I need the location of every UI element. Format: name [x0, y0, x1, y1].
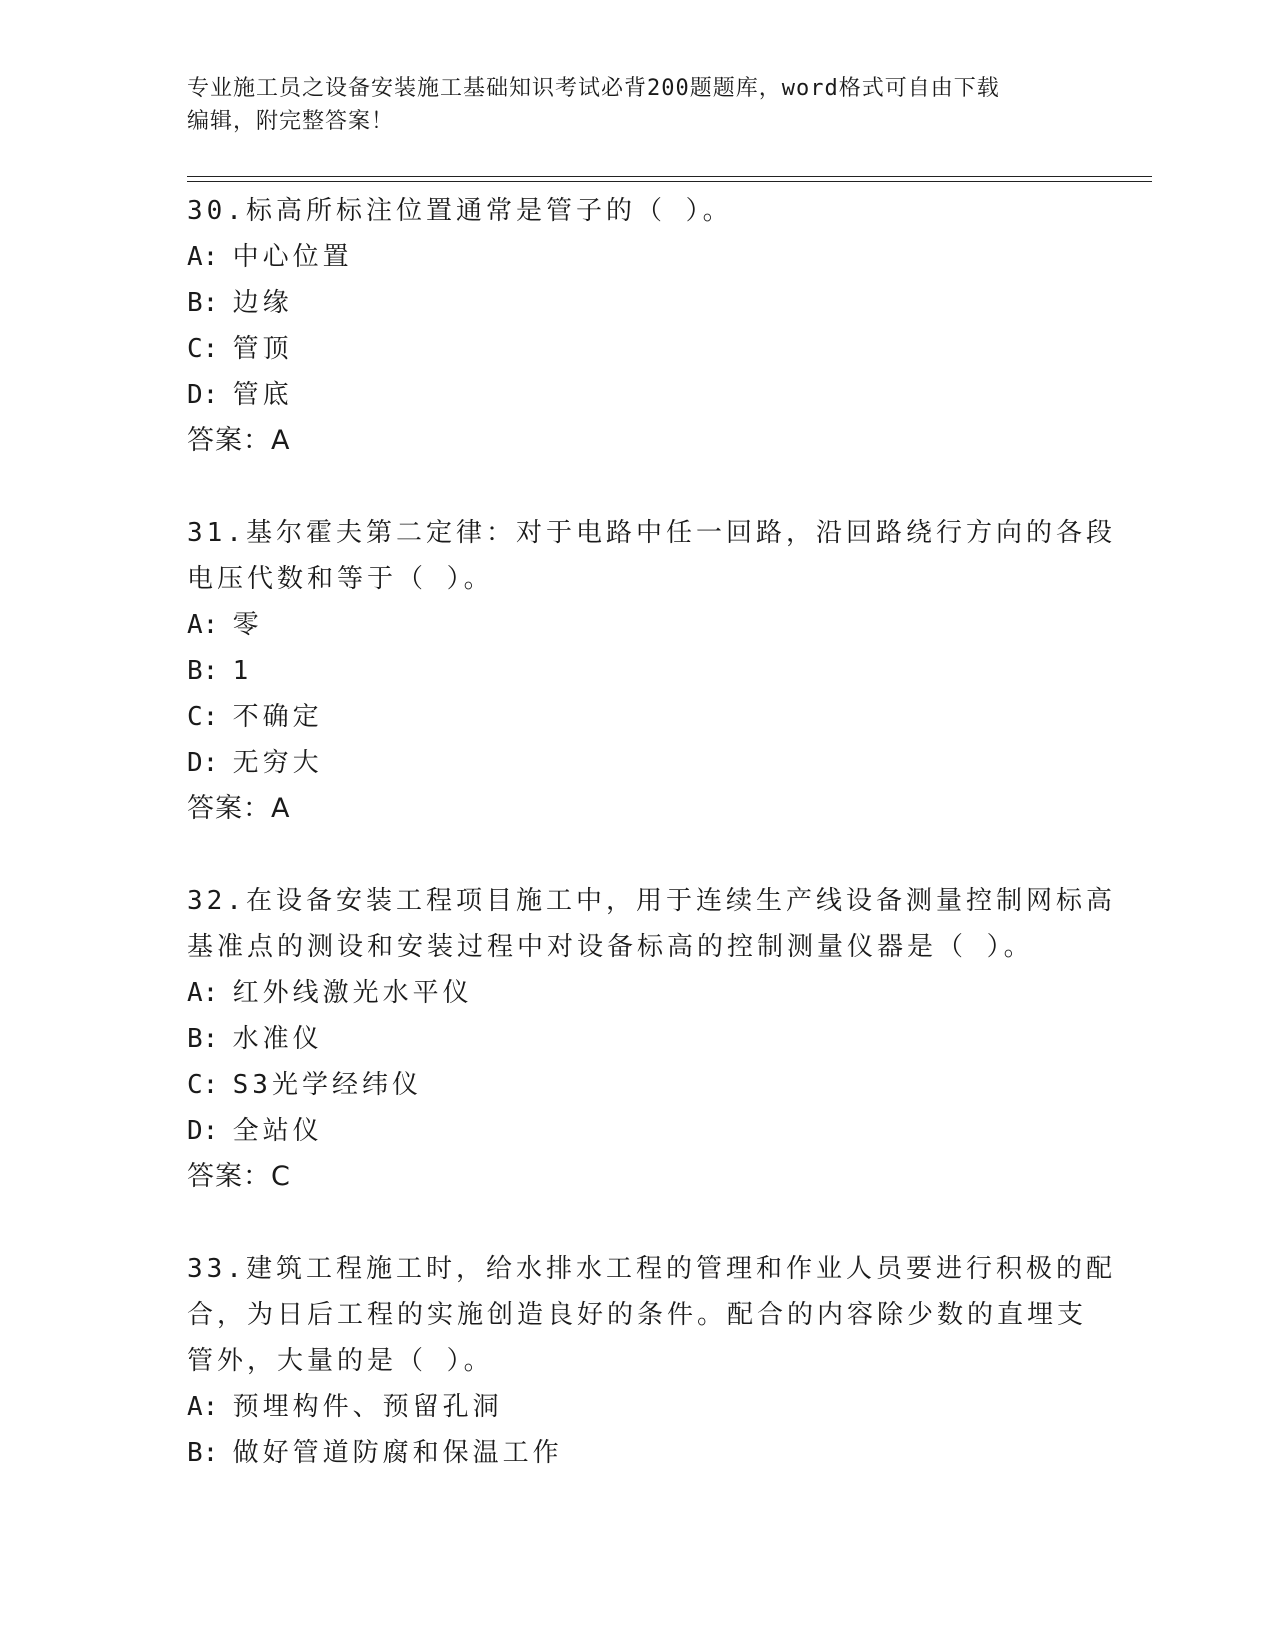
document-header — [187, 72, 1067, 138]
question-stem-line: 31.基尔霍夫第二定律：对于电路中任一回路，沿回路绕行方向的各段 — [187, 518, 1116, 548]
answer-option — [187, 970, 1087, 1016]
answer-option — [187, 1062, 1087, 1108]
question-stem-line: 32.在设备安装工程项目施工中，用于连续生产线设备测量控制网标高 — [187, 886, 1116, 916]
option-separator: : — [202, 1438, 219, 1468]
question-stem-line: 基准点的测设和安装过程中对设备标高的控制测量仪器是（ ）。 — [187, 932, 1034, 962]
option-separator: : — [202, 978, 219, 1008]
question-stem-line: 33.建筑工程施工时，给水排水工程的管理和作业人员要进行积极的配 — [187, 1254, 1116, 1284]
answer-option — [187, 280, 1087, 326]
header-divider-bottom — [187, 181, 1152, 182]
option-separator: : — [202, 656, 219, 686]
option-letter: C — [187, 702, 203, 732]
answer-option — [187, 1108, 1087, 1154]
answer-option — [187, 372, 1087, 418]
option-separator: : — [202, 610, 219, 640]
option-text: 全站仪 — [232, 1116, 323, 1146]
answer-option — [187, 1016, 1087, 1062]
answer-key: 答案：A — [187, 425, 291, 456]
answer-option — [187, 694, 1087, 740]
option-letter: D — [187, 748, 203, 778]
option-text: 无穷大 — [232, 748, 323, 778]
answer-option — [187, 648, 1087, 694]
question-block — [187, 878, 1116, 1200]
question-block — [187, 188, 1087, 464]
question-stem-line: 电压代数和等于（ ）。 — [187, 564, 494, 594]
option-text: 做好管道防腐和保温工作 — [232, 1438, 563, 1468]
option-letter: B — [187, 1024, 203, 1054]
option-text: 管顶 — [232, 334, 293, 364]
option-letter: C — [187, 1070, 203, 1100]
option-letter: B — [187, 656, 203, 686]
question-stem-line: 30.标高所标注位置通常是管子的（ ）。 — [187, 196, 733, 226]
question-stem-line: 管外，大量的是（ ）。 — [187, 1346, 494, 1376]
question-block — [187, 510, 1116, 832]
option-separator: : — [202, 242, 219, 272]
option-letter: C — [187, 334, 203, 364]
option-letter: D — [187, 380, 203, 410]
answer-option — [187, 740, 1087, 786]
header-divider-top — [187, 176, 1152, 177]
question-list — [187, 188, 1116, 1522]
option-separator: : — [202, 334, 219, 364]
question-stem — [187, 1246, 1116, 1384]
option-text: 水准仪 — [232, 1024, 323, 1054]
option-text: 预埋构件、预留孔洞 — [232, 1392, 503, 1422]
option-letter: A — [187, 978, 203, 1008]
question-stem — [187, 188, 1087, 234]
answer-option — [187, 326, 1087, 372]
option-letter: B — [187, 1438, 203, 1468]
option-text: 1 — [232, 656, 253, 686]
option-separator: : — [202, 1116, 219, 1146]
option-letter: A — [187, 610, 203, 640]
answer-option — [187, 234, 1087, 280]
answer-key: 答案：C — [187, 1161, 291, 1192]
option-letter: A — [187, 1392, 203, 1422]
question-stem-line: 合，为日后工程的实施创造良好的条件。配合的内容除少数的直埋支 — [187, 1300, 1088, 1330]
option-text: 边缘 — [232, 288, 293, 318]
option-separator: : — [202, 288, 219, 318]
question-stem — [187, 878, 1116, 970]
option-separator: : — [202, 1070, 219, 1100]
option-text: 红外线激光水平仪 — [232, 978, 473, 1008]
option-separator: : — [202, 380, 219, 410]
answer-option — [187, 1430, 1087, 1476]
option-text: 零 — [232, 610, 263, 640]
option-text: 管底 — [232, 380, 293, 410]
answer-key: 答案：A — [187, 793, 291, 824]
question-stem — [187, 510, 1116, 602]
option-text: S3光学经纬仪 — [232, 1070, 422, 1100]
answer-option — [187, 1384, 1087, 1430]
option-separator: : — [202, 748, 219, 778]
header-line-1: 专业施工员之设备安装施工基础知识考试必背200题题库，word格式可自由下载 — [187, 76, 1000, 101]
answer-option — [187, 602, 1087, 648]
option-text: 不确定 — [232, 702, 323, 732]
option-separator: : — [202, 1392, 219, 1422]
option-separator: : — [202, 702, 219, 732]
option-letter: B — [187, 288, 203, 318]
option-separator: : — [202, 1024, 219, 1054]
header-line-2: 编辑，附完整答案！ — [187, 109, 395, 134]
option-letter: A — [187, 242, 203, 272]
question-block — [187, 1246, 1116, 1476]
option-text: 中心位置 — [232, 242, 353, 272]
option-letter: D — [187, 1116, 203, 1146]
